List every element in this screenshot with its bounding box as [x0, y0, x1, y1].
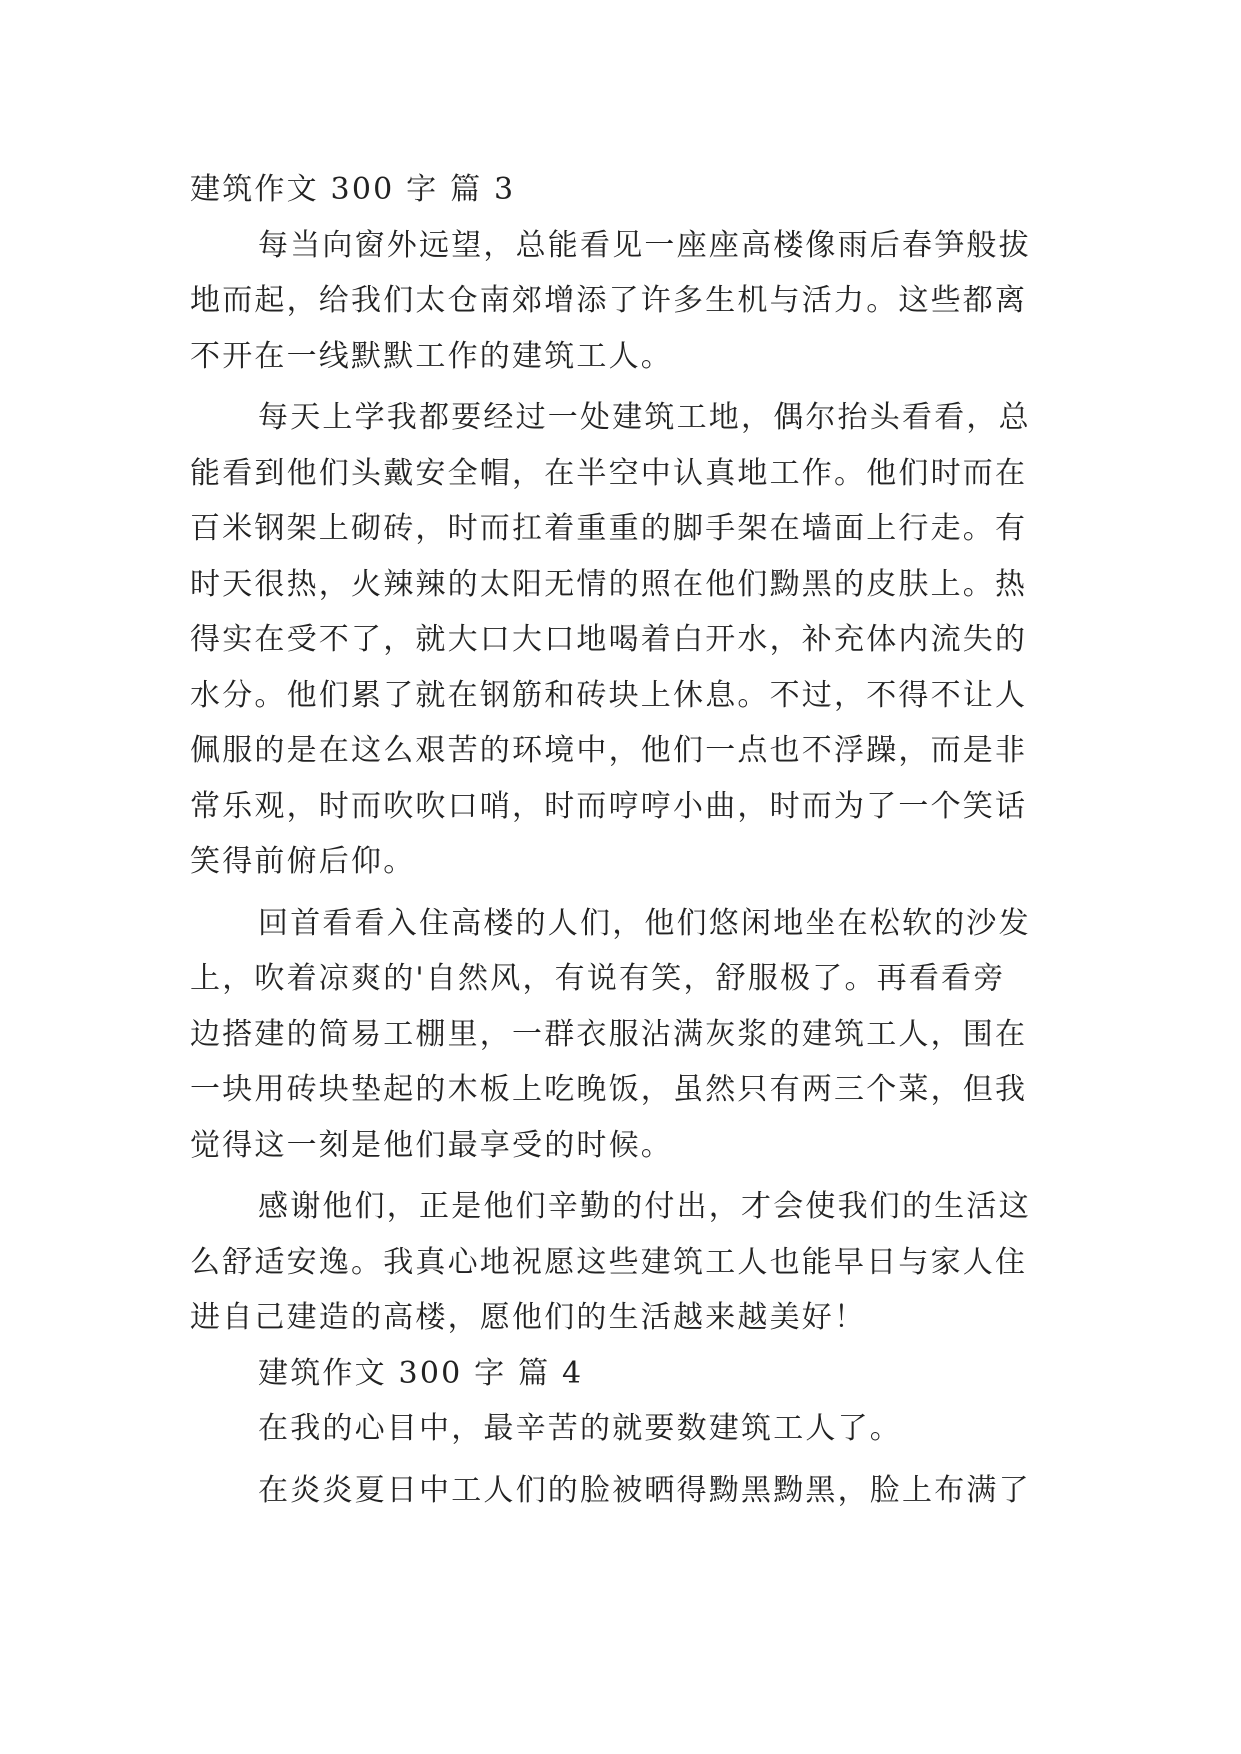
paragraph-line: 感谢他们，正是他们辛勤的付出，才会使我们的生活这 — [258, 1189, 1031, 1224]
document-body — [190, 162, 1052, 1518]
paragraph-line: 水分。他们累了就在钢筋和砖块上休息。不过，不得不让人 — [190, 677, 1028, 713]
paragraph-line: 边搭建的简易工棚里，一群衣服沾满灰浆的建筑工人，围在 — [190, 1016, 1028, 1052]
paragraph-line: 笑得前俯后仰。 — [190, 844, 416, 879]
paragraph-line: 觉得这一刻是他们最享受的时候。 — [190, 1127, 673, 1163]
paragraph-3 — [190, 896, 1052, 1174]
paragraph-5 — [190, 1401, 1052, 1457]
paragraph-line: 上，吹着凉爽的'自然风，有说有笑，舒服极了。再看看旁 — [190, 961, 1006, 996]
paragraph-line: 在炎炎夏日中工人们的脸被晒得黝黑黝黑，脸上布满了 — [258, 1472, 1031, 1508]
paragraph-2 — [190, 390, 1052, 890]
paragraph-line: 百米钢架上砌砖，时而扛着重重的脚手架在墙面上行走。有 — [190, 511, 1028, 546]
paragraph-line: 常乐观，时而吹吹口哨，时而哼哼小曲，时而为了一个笑话 — [190, 788, 1028, 824]
paragraph-4 — [190, 1179, 1052, 1346]
paragraph-1 — [190, 218, 1052, 385]
paragraph-line: 地而起，给我们太仓南郊增添了许多生机与活力。这些都离 — [190, 283, 1028, 318]
section-heading-3: 建筑作文 300 字 篇 3 — [190, 172, 516, 207]
section-heading-4: 建筑作文 300 字 篇 4 — [258, 1355, 584, 1391]
paragraph-line: 一块用砖块垫起的木板上吃晚饭，虽然只有两三个菜，但我 — [190, 1072, 1028, 1107]
paragraph-line: 回首看看入住高楼的人们，他们悠闲地坐在松软的沙发 — [258, 905, 1031, 941]
paragraph-line: 时天很热，火辣辣的太阳无情的照在他们黝黑的皮肤上。热 — [190, 566, 1028, 602]
paragraph-line: 每当向窗外远望，总能看见一座座高楼像雨后春笋般拔 — [258, 227, 1031, 263]
paragraph-line: 能看到他们头戴安全帽，在半空中认真地工作。他们时而在 — [190, 455, 1028, 491]
paragraph-line: 么舒适安逸。我真心地祝愿这些建筑工人也能早日与家人住 — [190, 1244, 1028, 1280]
paragraph-6 — [190, 1463, 1052, 1519]
paragraph-line: 每天上学我都要经过一处建筑工地，偶尔抬头看看，总 — [258, 400, 1031, 435]
paragraph-line: 得实在受不了，就大口大口地喝着白开水，补充体内流失的 — [190, 622, 1028, 657]
paragraph-line: 佩服的是在这么艰苦的环境中，他们一点也不浮躁，而是非 — [190, 733, 1028, 768]
paragraph-line: 在我的心目中，最辛苦的就要数建筑工人了。 — [258, 1411, 902, 1446]
paragraph-line: 不开在一线默默工作的建筑工人。 — [190, 338, 673, 374]
paragraph-line: 进自己建造的高楼，愿他们的生活越来越美好！ — [190, 1300, 867, 1335]
